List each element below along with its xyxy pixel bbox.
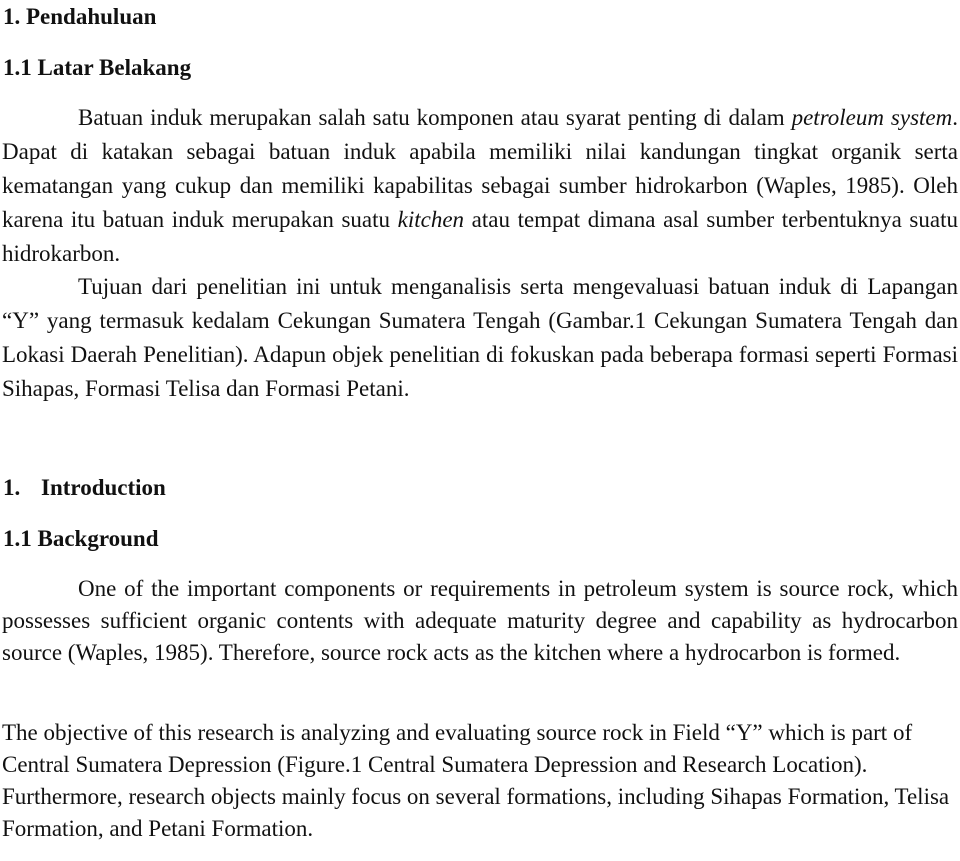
heading-introduction [3,471,166,505]
subheading-latar-belakang: 1.1 Latar Belakang [3,55,192,80]
paragraph-id-1 [2,101,958,271]
paragraph-id-1-part-a: Batuan induk merupakan salah satu komponen atau syarat penting di dalam [78,105,792,130]
term-kitchen: kitchen [397,207,465,232]
paragraph-id-2: Tujuan dari penelitian ini untuk menganalisis serta mengevaluasi batuan induk di Lapangan “Y” yang termasuk kedalam Cekungan Sumatera Tengah (Gambar.1 Cekungan Sumatera Tengah dan Lokasi Daerah Penelitian). Adapun objek penelitian di fokuskan pada beberapa formasi seperti Formasi Sihapas, Formasi Telisa dan Formasi Petani. [2,274,958,401]
paragraph-en-1: One of the important components or requirements in petroleum system is source rock, which possesses sufficient organic contents with adequate maturity degree and capability as hydrocarbon source (Waples, 1985). Therefore, source rock acts as the kitchen where a hydrocarbon is formed. [2,576,958,665]
heading-pendahuluan: 1. Pendahuluan [3,4,157,29]
heading-introduction-text: Introduction [41,475,166,500]
paragraph-en-2: The objective of this research is analyzing and evaluating source rock in Field “Y” which is part of Central Sumatera Depression (Figure.1 Central Sumatera Depression and Research Location). Furthermore, research objects mainly focus on several formations, including Sihapas Formation, Telisa Formation, and Petani Formation. [2,720,950,841]
heading-introduction-number: 1. [3,475,21,500]
term-petroleum-system: petroleum system [791,105,953,130]
subheading-background: 1.1 Background [3,526,159,551]
paragraph-id-1-part-c: atau tempat dimana asal sumber terbentuknya suatu hidrokarbon. [2,207,958,266]
paragraph-id-1-part-b: . Dapat di katakan sebagai batuan induk apabila memiliki nilai kandungan tingkat organik serta kematangan yang cukup dan memiliki kapabilitas sebagai sumber hidrokarbon (Waples, 1985). Oleh karena itu batuan induk merupakan suatu [2,105,958,232]
